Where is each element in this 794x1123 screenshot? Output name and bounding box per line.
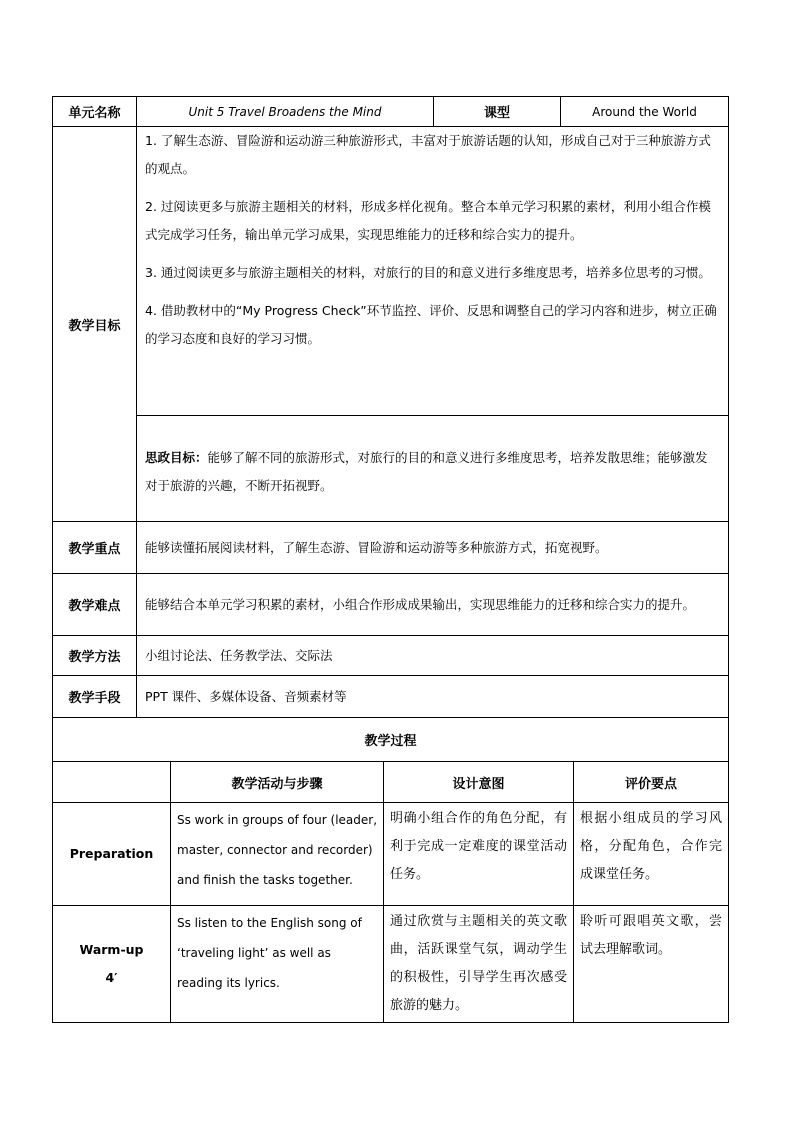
process-table: [52, 717, 729, 1023]
difficulties-row: [53, 574, 729, 636]
key-points-row: [53, 522, 729, 574]
type-label: 课型: [434, 97, 561, 127]
process-header-row: [53, 762, 729, 803]
goal-item-2: 2. 过阅读更多与旅游主题相关的材料，形成多样化视角。整合本单元学习积累的素材，利用小组合作模式完成学习任务，输出单元学习成果，实现思维能力的迁移和综合实力的提升。: [145, 199, 711, 242]
goal-item-4: 4. 借助教材中的“My Progress Check”环节监控、评价、反思和调整自己的学习内容和进步，树立正确的学习态度和良好的学习习惯。: [145, 303, 717, 346]
methods-text: 小组讨论法、任务教学法、交际法: [137, 636, 729, 676]
key-points-label: 教学重点: [53, 522, 137, 574]
intent-preparation: 明确小组合作的角色分配，有利于完成一定难度的课堂活动任务。: [384, 803, 574, 906]
ideology-text: 能够了解不同的旅游形式，对旅行的目的和意义进行多维度思考，培养发散思维；能够激发对于旅游的兴趣，不断开拓视野。: [145, 449, 708, 493]
eval-warmup: 聆听可跟唱英文歌，尝试去理解歌词。: [574, 906, 729, 1023]
difficulties-label: 教学难点: [53, 574, 137, 636]
process-row-preparation: [53, 803, 729, 906]
ideology-label: 思政目标：: [145, 449, 208, 465]
unit-value: Unit 5 Travel Broadens the Mind: [137, 97, 434, 127]
means-row: [53, 676, 729, 718]
process-title-row: [53, 718, 729, 762]
stage-name: Preparation: [69, 846, 154, 861]
col-activity: 教学活动与步骤: [171, 762, 384, 803]
means-label: 教学手段: [53, 676, 137, 718]
key-points-text: 能够读懂拓展阅读材料，了解生态游、冒险游和运动游等多种旅游方式，拓宽视野。: [137, 522, 729, 574]
activity-preparation: Ss work in groups of four (leader, master, connector and recorder) and finish the tasks together.: [171, 803, 384, 906]
goal-item-1: 1. 了解生态游、冒险游和运动游三种旅游形式，丰富对于旅游话题的认知，形成自己对于三种旅游方式的观点。: [145, 133, 711, 176]
info-table: [52, 96, 729, 718]
process-row-warmup: [53, 906, 729, 1023]
col-eval: 评价要点: [574, 762, 729, 803]
means-text: PPT 课件、多媒体设备、音频素材等: [137, 676, 729, 718]
stage-warmup: [53, 906, 171, 1023]
type-value: Around the World: [561, 97, 729, 127]
process-header-empty: [53, 762, 171, 803]
unit-label: 单元名称: [53, 97, 137, 127]
stage-preparation: [53, 803, 171, 906]
goals-row: [53, 127, 729, 416]
eval-preparation: 根据小组成员的学习风格，分配角色，合作完成课堂任务。: [574, 803, 729, 906]
methods-label: 教学方法: [53, 636, 137, 676]
lesson-plan: [52, 96, 728, 1023]
process-title: 教学过程: [53, 718, 729, 762]
methods-row: [53, 636, 729, 676]
goal-item-3: 3. 通过阅读更多与旅游主题相关的材料，对旅行的目的和意义进行多维度思考，培养多位思考的习惯。: [145, 265, 711, 280]
stage-name: Warm-up: [79, 942, 144, 957]
goals-list: [137, 127, 729, 416]
unit-row: [53, 97, 729, 127]
activity-warmup: Ss listen to the English song of ‘traveling light’ as well as reading its lyrics.: [171, 906, 384, 1023]
difficulties-text: 能够结合本单元学习积累的素材，小组合作形成成果输出，实现思维能力的迁移和综合实力的提升。: [137, 574, 729, 636]
ideology-goal: [137, 416, 729, 522]
intent-warmup: 通过欣赏与主题相关的英文歌曲，活跃课堂气氛，调动学生的积极性，引导学生再次感受旅游的魅力。: [384, 906, 574, 1023]
col-intent: 设计意图: [384, 762, 574, 803]
stage-time: 4′: [105, 970, 118, 985]
ideology-row: [53, 416, 729, 522]
goals-label: 教学目标: [53, 127, 137, 522]
